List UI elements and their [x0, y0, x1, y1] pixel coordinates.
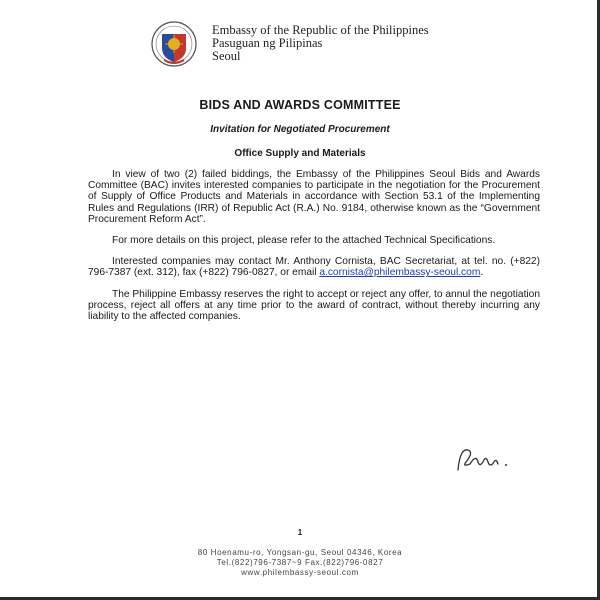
document-body	[88, 169, 540, 332]
procurement-item-title: Office Supply and Materials	[234, 148, 366, 159]
page-number: 1	[297, 528, 303, 537]
letterhead	[212, 24, 429, 63]
footer-address: 80 Hoenamu-ro, Yongsan-gu, Seoul 04346, Korea	[197, 548, 403, 557]
letterhead-line-city: Seoul	[212, 49, 241, 63]
letterhead-footer	[0, 548, 600, 578]
contact-period: .	[480, 267, 484, 279]
footer-phones: Tel.(822)796-7387~9 Fax.(822)796-0827	[216, 558, 384, 567]
paragraph-contact	[88, 256, 540, 278]
document-title: BIDS AND AWARDS COMMITTEE	[199, 98, 401, 112]
philippine-seal-icon	[150, 20, 198, 68]
paragraph-invitation: In view of two (2) failed biddings, the Embassy of the Philippines Seoul Bids and Awards Committee (BAC) invites interested companies to participate in the negotiation for the Procurement of Supply of Office Products and Materials in accordance with Section 53.1 of the Implementing Rules and Regulations (IRR) of Republic Act (R.A.) No. 9184, otherwise known as the “Government Procurement Reform Act”.	[88, 169, 540, 225]
letterhead-line-embassy: Embassy of the Republic of the Philippines	[212, 23, 429, 37]
footer-website[interactable]: www.philembassy-seoul.com	[241, 568, 359, 577]
contact-email-link[interactable]: a.cornista@philembassy-seoul.com	[319, 267, 481, 279]
contact-text: Interested companies may contact Mr. Anthony Cornista, BAC Secretariat, at tel. no. (+822) 796-7387 (ext. 312), fax (+822) 796-0827, or email	[88, 256, 540, 279]
letterhead-line-filipino: Pasuguan ng Pilipinas	[212, 36, 323, 50]
handwritten-signature	[450, 440, 520, 480]
paragraph-reservation: The Philippine Embassy reserves the right to accept or reject any offer, to annul the negotiation process, reject all offers at any time prior to the award of contract, without thereby incurring any liability to the affected companies.	[88, 288, 540, 323]
document-subtitle: Invitation for Negotiated Procurement	[210, 124, 390, 135]
paragraph-details: For more details on this project, please refer to the attached Technical Specifications.	[112, 235, 496, 247]
